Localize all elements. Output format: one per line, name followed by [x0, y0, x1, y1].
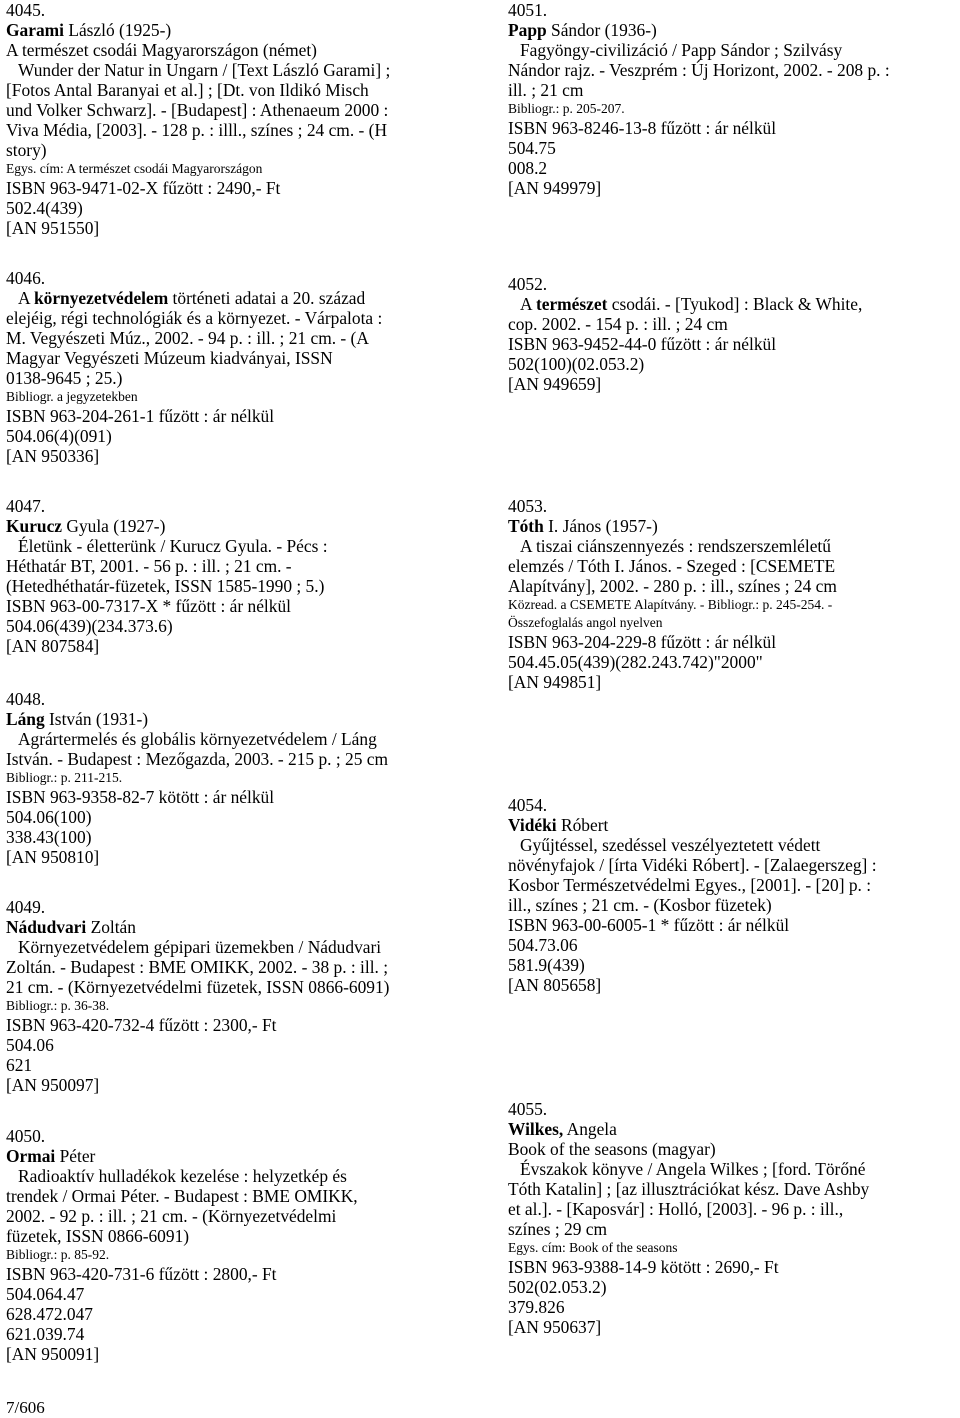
- entry-line: [AN 950091]: [6, 1344, 100, 1364]
- entry-line: et al.]. - [Kaposvár] : Holló, [2003]. - 96 p. : ill.,: [508, 1199, 844, 1219]
- entry-text: I. János (1957-): [543, 516, 658, 536]
- entry-number: 4054.: [508, 795, 548, 815]
- entry-note: Közread. a CSEMETE Alapítvány. - Bibliogr.: p. 245-254. -: [508, 597, 833, 612]
- entry-line: ill., színes ; 21 cm. - (Kosbor füzetek): [508, 895, 772, 915]
- entry-line: Nándor rajz. - Veszprém : Új Horizont, 2002. - 208 p. :: [508, 60, 890, 80]
- entry-line: 504.06: [6, 1035, 54, 1055]
- entry-4046: [6, 268, 466, 466]
- entry-line: ISBN 963-204-261-1 fűzött : ár nélkül: [6, 406, 275, 426]
- entry-4045: [6, 0, 466, 238]
- entry-line: Életünk - életterünk / Kurucz Gyula. - Pécs :: [18, 536, 328, 556]
- entry-4051: [508, 0, 960, 198]
- entry-line: ISBN 963-420-732-4 fűzött : 2300,- Ft: [6, 1015, 277, 1035]
- entry-line: Radioaktív hulladékok kezelése : helyzetkép és: [18, 1166, 347, 1186]
- entry-line: M. Vegyészeti Múz., 2002. - 94 p. : ill. ; 21 cm. - (A: [6, 328, 369, 348]
- entry-line: Zoltán. - Budapest : BME OMIKK, 2002. - 38 p. : ill. ;: [6, 957, 389, 977]
- entry-line: [AN 951550]: [6, 218, 100, 238]
- entry-line: Agrártermelés és globális környezetvédelem / Láng: [18, 729, 377, 749]
- entry-line: [6, 288, 466, 308]
- entry-line: 621.039.74: [6, 1324, 85, 1344]
- entry-line: ISBN 963-420-731-6 fűzött : 2800,- Ft: [6, 1264, 277, 1284]
- entry-line: ISBN 963-9388-14-9 kötött : 2690,- Ft: [508, 1257, 779, 1277]
- entry-line: füzetek, ISSN 0866-6091): [6, 1226, 190, 1246]
- entry-note: Összefoglalás angol nyelven: [508, 615, 663, 630]
- entry-note: Bibliogr.: p. 36-38.: [6, 998, 110, 1013]
- entry-heading: Papp: [508, 20, 547, 40]
- entry-line: [6, 516, 466, 536]
- entry-heading: Ormai: [6, 1146, 56, 1166]
- entry-text: Gyula (1927-): [62, 516, 166, 536]
- entry-text: A: [520, 294, 536, 314]
- entry-line: [6, 917, 466, 937]
- entry-heading: természet: [535, 294, 608, 314]
- entry-line: story): [6, 140, 47, 160]
- entry-line: Alapítvány], 2002. - 280 p. : ill., színes ; 24 cm: [508, 576, 837, 596]
- entry-note: Bibliogr. a jegyzetekben: [6, 389, 138, 404]
- entry-line: 008.2: [508, 158, 548, 178]
- entry-line: színes ; 29 cm: [508, 1219, 608, 1239]
- entry-4050: [6, 1126, 466, 1364]
- entry-note: Bibliogr.: p. 205-207.: [508, 101, 625, 116]
- entry-line: [508, 516, 960, 536]
- entry-line: Wunder der Natur in Ungarn / [Text László Garami] ;: [18, 60, 391, 80]
- entry-line: [6, 20, 466, 40]
- entry-number: 4051.: [508, 0, 548, 20]
- page-number: 7/606: [6, 1398, 45, 1417]
- entry-text: Sándor (1936-): [546, 20, 657, 40]
- entry-4047: [6, 496, 466, 656]
- entry-text: Zoltán: [86, 917, 136, 937]
- entry-line: A tiszai ciánszennyezés : rendszerszemléletű: [520, 536, 831, 556]
- entry-note: Egys. cím: A természet csodái Magyarországon: [6, 161, 263, 176]
- entry-line: [Fotos Antal Baranyai et al.] ; [Dt. von Ildikó Misch: [6, 80, 369, 100]
- entry-heading: Láng: [6, 709, 45, 729]
- entry-4048: [6, 689, 466, 867]
- entry-line: 21 cm. - (Környezetvédelmi füzetek, ISSN 0866-6091): [6, 977, 390, 997]
- entry-line: Kosbor Természetvédelmi Egyes., [2001]. - [20] p. :: [508, 875, 872, 895]
- entry-line: cop. 2002. - 154 p. : ill. ; 24 cm: [508, 314, 728, 334]
- entry-line: ISBN 963-8246-13-8 fűzött : ár nélkül: [508, 118, 777, 138]
- entry-line: [AN 807584]: [6, 636, 100, 656]
- entry-note: Bibliogr.: p. 85-92.: [6, 1247, 110, 1262]
- entry-4049: [6, 897, 466, 1095]
- entry-text: István (1931-): [44, 709, 149, 729]
- entry-number: 4045.: [6, 0, 46, 20]
- entry-line: [AN 950637]: [508, 1317, 602, 1337]
- entry-line: [AN 950810]: [6, 847, 100, 867]
- entry-line: 502(100)(02.053.2): [508, 354, 645, 374]
- entry-line: [AN 949851]: [508, 672, 602, 692]
- entry-line: [508, 1119, 960, 1139]
- entry-line: [6, 1146, 466, 1166]
- entry-number: 4047.: [6, 496, 46, 516]
- entry-note: Bibliogr.: p. 211-215.: [6, 770, 123, 785]
- entry-heading: Tóth: [508, 516, 544, 536]
- entry-heading: környezetvédelem: [33, 288, 169, 308]
- entry-line: ISBN 963-9358-82-7 kötött : ár nélkül: [6, 787, 275, 807]
- entry-line: 338.43(100): [6, 827, 92, 847]
- entry-heading: Kurucz: [6, 516, 63, 536]
- entry-heading: Wilkes,: [508, 1119, 564, 1139]
- entry-line: ISBN 963-204-229-8 fűzött : ár nélkül: [508, 632, 777, 652]
- entry-text: Angela: [563, 1119, 617, 1139]
- entry-line: 504.45.05(439)(282.243.742)"2000": [508, 652, 763, 672]
- entry-line: 581.9(439): [508, 955, 585, 975]
- entry-heading: Vidéki: [508, 815, 557, 835]
- entry-line: Magyar Vegyészeti Múzeum kiadványai, ISSN: [6, 348, 333, 368]
- entry-line: 628.472.047: [6, 1304, 93, 1324]
- entry-line: elejéig, régi technológiák és a környezet. - Várpalota :: [6, 308, 383, 328]
- entry-line: ISBN 963-9452-44-0 fűzött : ár nélkül: [508, 334, 777, 354]
- entry-line: Fagyöngy-civilizáció / Papp Sándor ; Szilvásy: [520, 40, 843, 60]
- entry-line: 504.73.06: [508, 935, 578, 955]
- entry-line: [508, 294, 960, 314]
- entry-number: 4055.: [508, 1099, 548, 1119]
- entry-line: Tóth Katalin] ; [az illusztrációkat kész. Dave Ashby: [508, 1179, 870, 1199]
- entry-number: 4050.: [6, 1126, 46, 1146]
- entry-line: 502.4(439): [6, 198, 83, 218]
- entry-line: 379.826: [508, 1297, 565, 1317]
- entry-number: 4053.: [508, 496, 548, 516]
- entry-line: ISBN 963-00-6005-1 * fűzött : ár nélkül: [508, 915, 790, 935]
- entry-line: [6, 709, 466, 729]
- entry-4052: [508, 274, 960, 394]
- entry-line: elemzés / Tóth I. János. - Szeged : [CSEMETE: [508, 556, 836, 576]
- entry-heading: Nádudvari: [6, 917, 87, 937]
- entry-number: 4046.: [6, 268, 46, 288]
- entry-text: Péter: [55, 1146, 96, 1166]
- entry-line: [508, 20, 960, 40]
- entry-line: [AN 950336]: [6, 446, 100, 466]
- entry-line: István. - Budapest : Mezőgazda, 2003. - 215 p. ; 25 cm: [6, 749, 389, 769]
- entry-line: 504.75: [508, 138, 556, 158]
- entry-line: [AN 950097]: [6, 1075, 100, 1095]
- entry-line: [AN 949659]: [508, 374, 602, 394]
- entry-line: ill. ; 21 cm: [508, 80, 584, 100]
- entry-line: 504.064.47: [6, 1284, 85, 1304]
- entry-line: Book of the seasons (magyar): [508, 1139, 716, 1159]
- entry-line: trendek / Ormai Péter. - Budapest : BME OMIKK,: [6, 1186, 358, 1206]
- entry-number: 4048.: [6, 689, 46, 709]
- entry-line: 502(02.053.2): [508, 1277, 607, 1297]
- entry-line: 2002. - 92 p. : ill. ; 21 cm. - (Környezetvédelmi: [6, 1206, 337, 1226]
- entry-line: [AN 949979]: [508, 178, 602, 198]
- entry-line: und Volker Schwarz]. - [Budapest] : Athenaeum 2000 :: [6, 100, 389, 120]
- entry-text: László (1925-): [63, 20, 172, 40]
- entry-4055: [508, 1099, 960, 1337]
- entry-text: Róbert: [556, 815, 609, 835]
- entry-line: 621: [6, 1055, 33, 1075]
- entry-text: történeti adatai a 20. század: [168, 288, 366, 308]
- entry-4054: [508, 795, 960, 995]
- entry-number: 4052.: [508, 274, 548, 294]
- entry-line: 504.06(439)(234.373.6): [6, 616, 173, 636]
- entry-line: Évszakok könyve / Angela Wilkes ; [ford. Törőné: [520, 1159, 866, 1179]
- entry-line: Héthatár BT, 2001. - 56 p. : ill. ; 21 cm. -: [6, 556, 292, 576]
- entry-heading: Garami: [6, 20, 64, 40]
- entry-line: (Hetedhéthatár-füzetek, ISSN 1585-1990 ; 5.): [6, 576, 325, 596]
- entry-line: Viva Média, [2003]. - 128 p. : illl., színes ; 24 cm. - (H: [6, 120, 387, 140]
- entry-text: A: [18, 288, 34, 308]
- entry-number: 4049.: [6, 897, 46, 917]
- entry-line: Gyűjtéssel, szedéssel veszélyeztetett védett: [520, 835, 821, 855]
- entry-note: Egys. cím: Book of the seasons: [508, 1240, 678, 1255]
- entry-line: ISBN 963-9471-02-X fűzött : 2490,- Ft: [6, 178, 281, 198]
- entry-line: [508, 815, 960, 835]
- entry-line: A természet csodái Magyarországon (német): [6, 40, 317, 60]
- entry-line: 504.06(4)(091): [6, 426, 112, 446]
- entry-line: Környezetvédelem gépipari üzemekben / Nádudvari: [18, 937, 382, 957]
- entry-4053: [508, 496, 960, 692]
- entry-line: növényfajok / [írta Vidéki Róbert]. - [Zalaegerszeg] :: [508, 855, 877, 875]
- entry-line: 0138-9645 ; 25.): [6, 368, 123, 388]
- entry-line: ISBN 963-00-7317-X * fűzött : ár nélkül: [6, 596, 291, 616]
- entry-line: [AN 805658]: [508, 975, 602, 995]
- entry-line: 504.06(100): [6, 807, 92, 827]
- entry-text: csodái. - [Tyukod] : Black & White,: [607, 294, 863, 314]
